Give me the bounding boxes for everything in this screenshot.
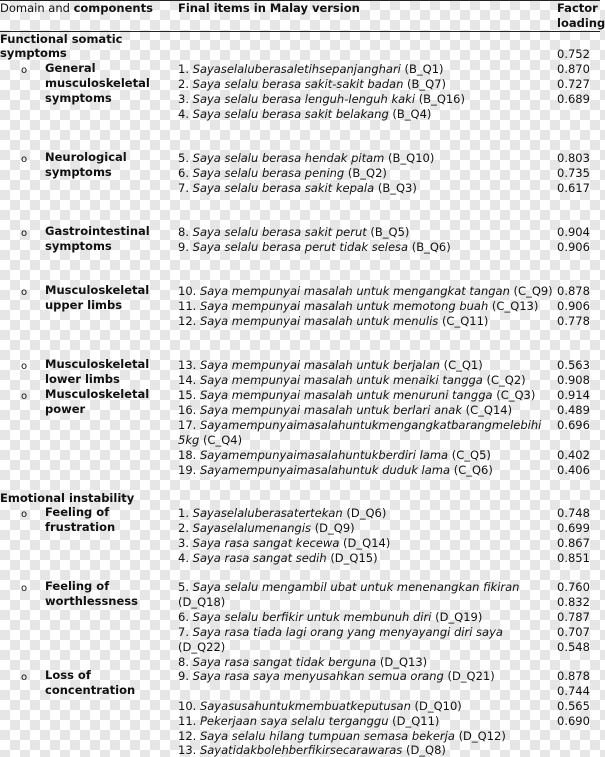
item-row: 9. Saya selalu berasa perut tidak selesa (B_Q6) bbox=[178, 240, 451, 254]
item-row: 18. Sayamempunyaimasalahuntukberdiri lama (C_Q5) bbox=[178, 448, 491, 462]
factor-loading: 0.735 bbox=[557, 166, 590, 180]
item-row: 6. Saya selalu berfikir untuk membunuh diri (D_Q19) bbox=[178, 610, 483, 624]
component-neurological: Neurological symptoms bbox=[45, 150, 127, 179]
bullet-marker: o bbox=[21, 509, 28, 520]
item-row: 6. Saya selalu berasa pening (B_Q2) bbox=[178, 166, 387, 180]
factor-loading: 0.778 bbox=[557, 314, 590, 328]
factor-loading: 0.744 bbox=[557, 684, 590, 698]
item-row: 3. Saya selalu berasa lenguh-lenguh kaki (B_Q16) bbox=[178, 92, 465, 106]
item-row: 5. Saya selalu mengambil ubat untuk menenangkan fikiran bbox=[178, 580, 520, 594]
factor-loading: 0.904 bbox=[557, 225, 590, 239]
factor-loading: 0.851 bbox=[557, 551, 590, 565]
item-row: 3. Saya rasa sangat kecewa (D_Q14) bbox=[178, 536, 391, 550]
component-general-musculoskeletal: General musculoskeletal symptoms bbox=[45, 61, 150, 105]
item-row: 11. Saya mempunyai masalah untuk memotong buah (C_Q13) bbox=[178, 299, 539, 313]
component-musculoskeletal-upper-limbs: Musculoskeletal upper limbs bbox=[45, 283, 150, 312]
section-functional-somatic: Functional somatic symptoms bbox=[0, 32, 123, 60]
factor-loading: 0.752 bbox=[557, 47, 590, 61]
item-row: 11. Pekerjaan saya selalu terganggu (D_Q11) bbox=[178, 714, 440, 728]
item-row: 2. Sayaselalumenangis (D_Q9) bbox=[178, 521, 355, 535]
item-row: 2. Saya selalu berasa sakit-sakit badan (B_Q7) bbox=[178, 77, 447, 91]
item-row: 15. Saya mempunyai masalah untuk menuruni tangga (C_Q3) bbox=[178, 388, 536, 402]
item-row: 12. Saya mempunyai masalah untuk menulis (C_Q11) bbox=[178, 314, 489, 328]
item-row: 9. Saya rasa saya menyusahkan semua orang (D_Q21) bbox=[178, 669, 495, 683]
item-row: 14. Saya mempunyai masalah untuk menaiki tangga (C_Q2) bbox=[178, 373, 526, 387]
factor-loading: 0.878 bbox=[557, 284, 590, 298]
item-row: 10. Sayasusahuntukmembuatkeputusan (D_Q10) bbox=[178, 699, 462, 713]
header-domain-components: Domain and components bbox=[0, 1, 153, 15]
item-row-continuation: (D_Q18) bbox=[178, 595, 226, 609]
item-row: 8. Saya selalu berasa sakit perut (B_Q5) bbox=[178, 225, 410, 239]
bullet-marker: o bbox=[21, 287, 28, 298]
bullet-marker: o bbox=[21, 361, 28, 372]
factor-loading: 0.878 bbox=[557, 669, 590, 683]
factor-loading: 0.906 bbox=[557, 299, 590, 313]
item-row-continuation: (D_Q22) bbox=[178, 640, 226, 654]
factor-loading: 0.696 bbox=[557, 418, 590, 432]
item-row: 10. Saya mempunyai masalah untuk mengangkat tangan (C_Q9) bbox=[178, 284, 553, 298]
bullet-marker: o bbox=[21, 583, 28, 594]
bullet-marker: o bbox=[21, 672, 28, 683]
factor-loading: 0.690 bbox=[557, 714, 590, 728]
factor-loading: 0.906 bbox=[557, 240, 590, 254]
component-gastrointestinal: Gastrointestinal symptoms bbox=[45, 224, 150, 253]
factor-loading: 0.402 bbox=[557, 448, 590, 462]
factor-loading: 0.870 bbox=[557, 62, 590, 76]
factor-loading: 0.727 bbox=[557, 77, 590, 91]
item-row: 5. Saya selalu berasa hendak pitam (B_Q10) bbox=[178, 151, 435, 165]
factor-loading: 0.489 bbox=[557, 403, 590, 417]
factor-loading: 0.689 bbox=[557, 92, 590, 106]
factor-loading: 0.914 bbox=[557, 388, 590, 402]
component-feeling-of-frustration: Feeling of frustration bbox=[45, 505, 116, 534]
item-row: 4. Saya selalu berasa sakit belakang (B_Q4) bbox=[178, 107, 432, 121]
section-emotional-instability: Emotional instability bbox=[0, 491, 135, 505]
component-loss-of-concentration: Loss of concentration bbox=[45, 668, 136, 697]
header-factor-loading: Factor loading bbox=[557, 1, 605, 30]
header-final-items: Final items in Malay version bbox=[178, 1, 360, 15]
factor-loading: 0.832 bbox=[557, 595, 590, 609]
factor-loading: 0.760 bbox=[557, 580, 590, 594]
item-row-continuation: 5kg (C_Q4) bbox=[178, 433, 243, 447]
component-musculoskeletal-power: Musculoskeletal power bbox=[45, 387, 150, 416]
factor-loading: 0.867 bbox=[557, 536, 590, 550]
bullet-marker: o bbox=[21, 154, 28, 165]
item-row: 17. Sayamempunyaimasalahuntukmengangkatbarangmelebihi bbox=[178, 418, 542, 432]
item-row: 1. Sayaselaluberasaletihsepanjanghari (B_Q1) bbox=[178, 62, 444, 76]
item-row: 13. Sayatidakbolehberfikirsecarawaras (D_Q8) bbox=[178, 743, 446, 757]
factor-loading: 0.707 bbox=[557, 625, 590, 639]
factor-loading: 0.406 bbox=[557, 463, 590, 477]
factor-loading: 0.617 bbox=[557, 181, 590, 195]
factor-loading: 0.565 bbox=[557, 699, 590, 713]
bullet-marker: o bbox=[21, 391, 28, 402]
component-feeling-of-worthlessness: Feeling of worthlessness bbox=[45, 579, 138, 608]
factor-loading: 0.803 bbox=[557, 151, 590, 165]
bullet-marker: o bbox=[21, 228, 28, 239]
factor-loading: 0.748 bbox=[557, 506, 590, 520]
item-row: 7. Saya rasa tiada lagi orang yang menyayangi diri saya bbox=[178, 625, 503, 639]
factor-loading: 0.699 bbox=[557, 521, 590, 535]
item-row: 7. Saya selalu berasa sakit kepala (B_Q3) bbox=[178, 181, 417, 195]
factor-loading: 0.563 bbox=[557, 358, 590, 372]
item-row: 4. Saya rasa sangat sedih (D_Q15) bbox=[178, 551, 378, 565]
factor-loading: 0.548 bbox=[557, 640, 590, 654]
item-row: 13. Saya mempunyai masalah untuk berjalan (C_Q1) bbox=[178, 358, 483, 372]
item-row: 19. Sayamempunyaimasalahuntuk duduk lama (C_Q6) bbox=[178, 463, 493, 477]
item-row: 8. Saya rasa sangat tidak berguna (D_Q13) bbox=[178, 655, 428, 669]
bullet-marker: o bbox=[21, 65, 28, 76]
item-row: 16. Saya mempunyai masalah untuk berlari anak (C_Q14) bbox=[178, 403, 513, 417]
component-musculoskeletal-lower-limbs: Musculoskeletal lower limbs bbox=[45, 357, 150, 386]
item-row: 1. Sayaselaluberasatertekan (D_Q6) bbox=[178, 506, 387, 520]
factor-loading: 0.908 bbox=[557, 373, 590, 387]
factor-loading: 0.787 bbox=[557, 610, 590, 624]
item-row: 12. Saya selalu hilang tumpuan semasa bekerja (D_Q12) bbox=[178, 729, 506, 743]
